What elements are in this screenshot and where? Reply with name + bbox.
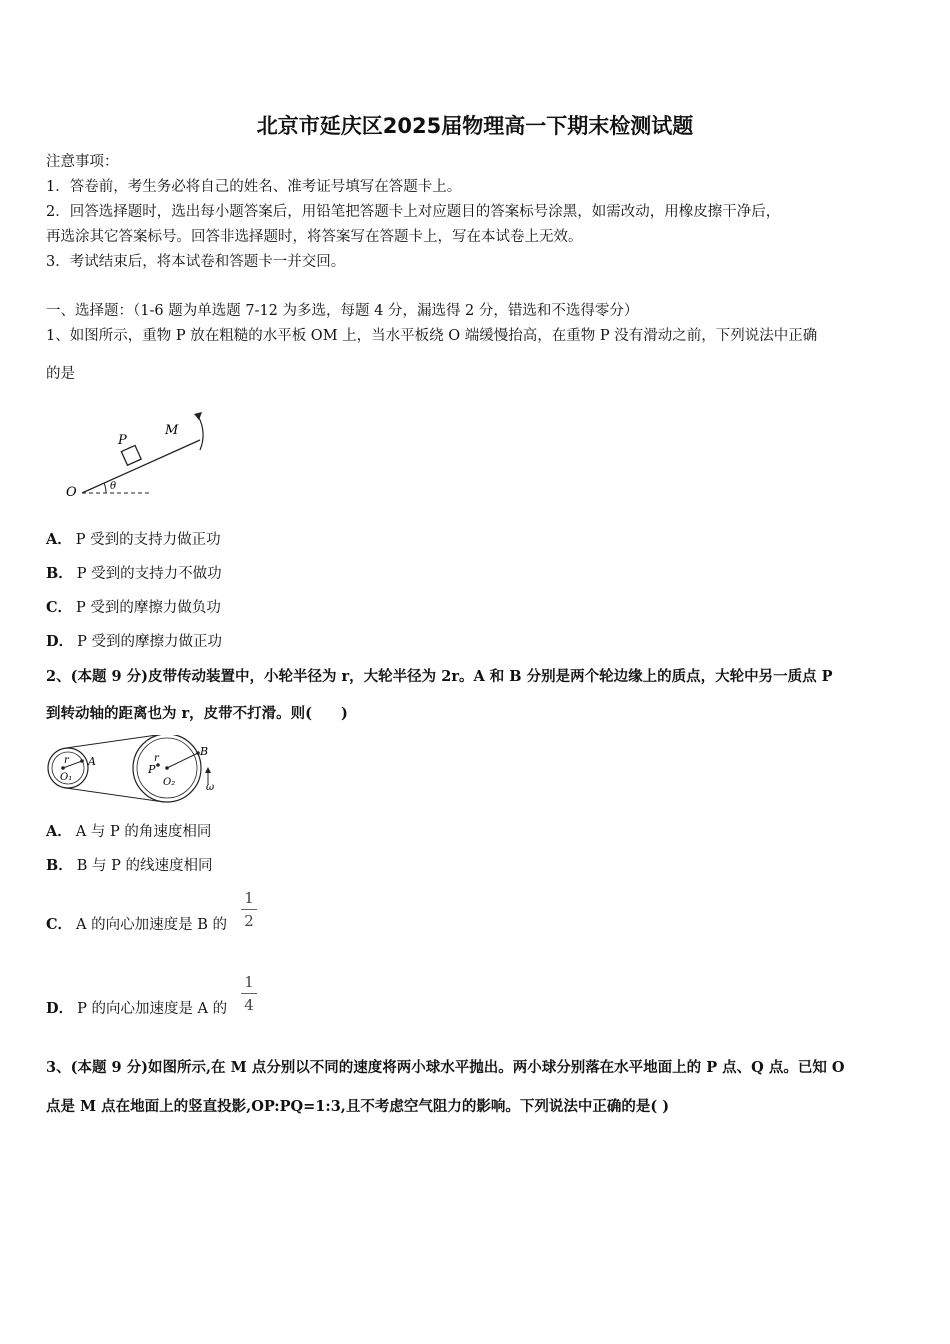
label-b: B (200, 745, 209, 758)
label-o2: O₂ (163, 777, 176, 788)
option-label: A． (46, 531, 72, 548)
option-label: C． (46, 599, 73, 616)
label-p: P (148, 763, 156, 776)
fraction-denominator: 2 (244, 912, 254, 930)
q2-belt-figure (44, 735, 224, 805)
q1-option-c (46, 598, 221, 618)
rotation-arrow-head (194, 412, 202, 420)
fraction-half (241, 889, 257, 930)
fraction-numerator: 1 (244, 889, 254, 907)
q2-stem-line1: 2、(本题 9 分)皮带传动装置中，小轮半径为 r，大轮半径为 2r。A 和 B 分别是两个轮边缘上的质点，大轮中另一质点 P (46, 668, 833, 685)
option-text: A 与 P 的角速度相同 (75, 824, 212, 840)
incline-board (82, 440, 200, 493)
q1-option-b (46, 564, 222, 584)
notice-heading: 注意事项： (46, 154, 119, 170)
option-label: D． (46, 633, 74, 650)
label-o1: O₁ (60, 772, 73, 783)
rotation-arrow (198, 416, 203, 450)
option-text: A 的向心加速度是 B 的 (76, 917, 228, 933)
belt-top (66, 735, 164, 748)
label-p: P (118, 433, 127, 448)
option-text: P 受到的支持力做正功 (75, 532, 221, 548)
q1-option-a (46, 530, 221, 550)
option-text: P 受到的摩擦力做正功 (77, 634, 222, 650)
label-o: O (66, 485, 77, 500)
point-a (80, 759, 84, 763)
q3-stem-line2: 点是 M 点在地面上的竖直投影,OP:PQ=1:3,且不考虑空气阻力的影响。下列说法中正确的是( ) (46, 1098, 670, 1115)
page-title: 北京市延庆区2025届物理高一下期末检测试题 (256, 114, 694, 138)
q1-stem-line1: 1、如图所示，重物 P 放在粗糙的水平板 OM 上，当水平板绕 O 端缓慢抬高，在重物 P 没有滑动之前，下列说法中正确 (46, 328, 818, 344)
option-label: D． (46, 1000, 74, 1017)
label-a: A (88, 755, 96, 768)
label-r-small: r (64, 755, 69, 766)
option-label: B． (46, 565, 73, 582)
theta-arc (104, 483, 106, 493)
notice-item: 1．答卷前，考生务必将自己的姓名、准考证号填写在答题卡上。 (46, 179, 462, 195)
q2-option-d (46, 999, 227, 1019)
option-text: P 受到的支持力不做功 (76, 566, 222, 582)
omega-arrow-head (205, 767, 211, 773)
option-label: C． (46, 916, 73, 933)
q2-option-c (46, 915, 227, 935)
notice-item: 3．考试结束后，将本试卷和答题卡一并交回。 (46, 254, 346, 270)
q1-stem-line2: 的是 (46, 366, 75, 382)
fraction-bar (241, 993, 257, 994)
q1-incline-figure (60, 400, 220, 505)
belt-bottom (66, 788, 164, 802)
option-text: P 受到的摩擦力做负功 (76, 600, 221, 616)
option-label: B． (46, 857, 73, 874)
q2-stem-line2: 到转动轴的距离也为 r，皮带不打滑。则( ) (46, 705, 348, 722)
fraction-numerator: 1 (244, 973, 254, 991)
block-p (121, 445, 141, 465)
q2-option-a (46, 822, 211, 842)
option-text: B 与 P 的线速度相同 (76, 858, 213, 874)
section-heading: 一、选择题：（1-6 题为单选题 7-12 为多选，每题 4 分，漏选得 2 分，错选和不选得零分） (46, 303, 639, 319)
label-r-large: r (154, 753, 159, 764)
label-omega: ω (206, 782, 215, 793)
fraction-denominator: 4 (244, 996, 254, 1014)
option-label: A． (46, 823, 72, 840)
option-text: P 的向心加速度是 A 的 (77, 1001, 228, 1017)
label-theta: θ (110, 481, 117, 492)
fraction-quarter (241, 973, 257, 1014)
q3-stem-line1: 3、(本题 9 分)如图所示,在 M 点分别以不同的速度将两小球水平抛出。两小球分别落在水平地面上的 P 点、Q 点。已知 O (46, 1059, 845, 1076)
fraction-bar (241, 909, 257, 910)
q1-option-d (46, 632, 222, 652)
notice-item: 2．回答选择题时，选出每小题答案后，用铅笔把答题卡上对应题目的答案标号涂黑，如需改动，用橡皮擦干净后， (46, 204, 781, 220)
label-m: M (165, 423, 179, 438)
notice-item: 再选涂其它答案标号。回答非选择题时，将答案写在答题卡上，写在本试卷上无效。 (46, 229, 583, 245)
radius-large (167, 753, 198, 768)
q2-option-b (46, 856, 213, 876)
